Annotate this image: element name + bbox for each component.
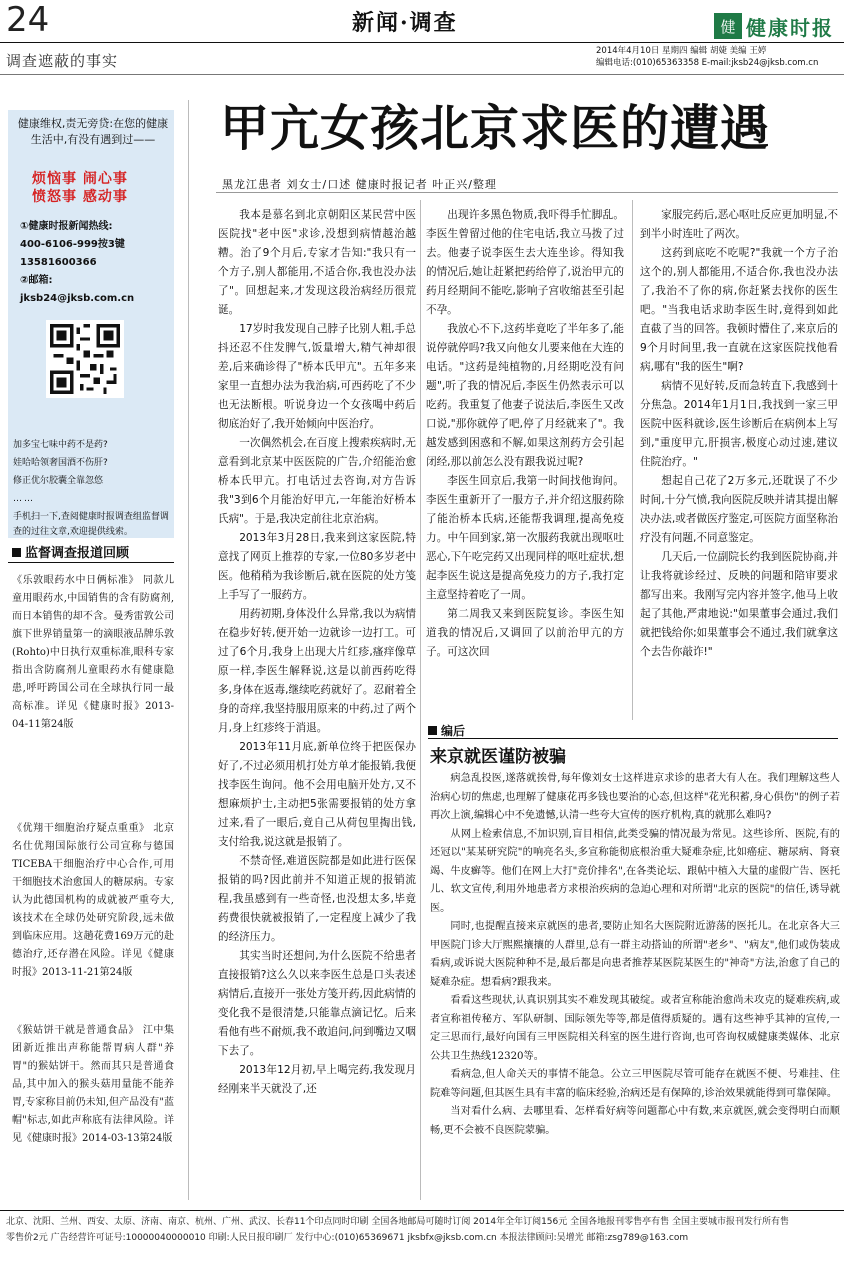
- header-rule: [0, 42, 844, 43]
- qr-tip: 手机扫一下,查阅健康时报调查组监督调查的过往文章,欢迎提供线索。: [13, 512, 169, 537]
- paragraph: 同时,也提醒直接来京就医的患者,要防止知名大医院附近游荡的医托儿。在北京各大三甲医院门诊大厅熙熙攘攘的人群里,总有一群主动搭讪的所谓"老乡"、"病友",他们或伪装成看病,或诉说大医院种种不是,最后都是向患者推荐某医院某医生的"神奇"方法,治愈了自己的疑难杂症。想看病?跟我来。: [430, 921, 840, 988]
- article-headline: 甲亢女孩北京求医的遭遇: [220, 99, 771, 157]
- keywords-line-1: 烦恼事 闹心事: [32, 171, 128, 187]
- dateline: [596, 45, 838, 69]
- article-column-2: [426, 206, 624, 716]
- review-item: 《猴姑饼干就是普通食品》 江中集团新近推出声称能帮胃病人群"养胃"的猴姑饼干。然而其只是普通食品,其中加入的猴头菇用量能不能养胃,专家称目前仍未知,但产品没有"蓝帽"标志,如此声称底有法律风险。详见《健康时报》2014-03-13第24版: [12, 1025, 174, 1144]
- keywords-line-2: 愤怒事 感动事: [32, 189, 128, 205]
- paragraph: 当对看什么病、去哪里看、怎样看好病等问题都心中有数,来京就医,就会变得明白而顺畅,更不会被不良医院蒙骗。: [430, 1106, 840, 1136]
- paragraph: 用药初期,身体没什么异常,我以为病情在稳步好转,便开始一边就诊一边打工。可过了6个月,我身上出现大片红疹,瘙痒像草原一样,李医生解释说,这是以前西药吃得多,身体在返毒,继续吃药就好了。忍耐着全身的奇痒,我坚持服用原来的中药,过了两个月,身上红疹终于消退。: [218, 608, 416, 734]
- logo-name: 健康时报: [746, 15, 834, 40]
- hotline-box: [8, 110, 174, 538]
- review-item: 《优翔干细胞治疗疑点重重》 北京名仕优翔国际旅行公司宣称与德国TICEBA干细胞治疗中心合作,可用干细胞技术治愈国人的糖尿病。专家认为此德国机构的成就被严重夸大,该技术在全球仍处研究阶段,远未做到临床应用。这趟花费169万元的赴德治疗,还存潜在风险。详见《健康时报》2013-11-21第24版: [12, 823, 174, 978]
- related-stories: [13, 436, 169, 540]
- paragraph: 2013年11月底,新单位终于把医保办好了,不过必须用机打处方单才能报销,我便找李医生询问。他不会用电脑开处方,又不想麻烦护士,主动把5张需要报销的处方拿过来,看了一眼后,竟自己从荷包里掏出钱,支付给我,说这就是报销了。: [218, 741, 416, 848]
- paragraph: 从网上检索信息,不加识别,盲目相信,此类受骗的情况最为常见。这些诊所、医院,有的还冠以"某某研究院"的响亮名头,多宣称能彻底根治重大疑难杂症,比如癌症、糖尿病、肾衰竭、牛皮癣等。他们在网上大打"竞价排名",在各类论坛、跟帖中植入大量的虚假广告、医托儿、软文宣传,利用外地患者方求根治疾病的急迫心理和对所谓"北京的医院"的信任,诱导就医。: [430, 828, 840, 914]
- email-label: ②邮箱:: [20, 275, 53, 286]
- paragraph: 17岁时我发现自己脖子比别人粗,手总抖还忍不住发脾气,饭量增大,精气神却很差,后来确诊得了"桥本氏甲亢"。五年多来家里一直想办法为我治病,可西药吃了不少也无法断根。听说身边一个女孩喝中药后彻底治好了,我开始倾向中医治疗。: [218, 323, 416, 430]
- date-editor-line: 2014年4月10日 星期四 编辑 胡婕 美编 王婷: [596, 46, 767, 56]
- hotline-intro: 健康维权,责无旁贷:在您的健康生活中,有没有遇到过——: [17, 117, 169, 146]
- header-rule-2: [0, 74, 844, 75]
- article-column-3: [640, 206, 838, 716]
- email-address[interactable]: jksb24@jksb.com.cn: [20, 293, 135, 304]
- column-divider: [188, 100, 189, 1200]
- paragraph: 看看这些现状,认真识别其实不难发现其破绽。或者宣称能治愈尚未攻克的疑难疾病,或者宣称祖传秘方、军队研制、国际领先等等,都是值得质疑的。遇有这些神乎其神的宣传,一定三思而行,最好向国有三甲医院相关科室的医生进行咨询,也可咨询权威健康类媒体、北京公共卫生热线12320等。: [430, 995, 840, 1062]
- masthead-logo: [714, 12, 834, 40]
- logo-mark-icon: 健: [714, 13, 742, 39]
- byline-rule: [216, 192, 838, 193]
- editor-note-rule: [428, 738, 838, 739]
- paragraph: 病急乱投医,遂落就挨骨,每年像刘女士这样进京求诊的患者大有人在。我们理解这些人治病心切的焦虑,也理解了健康花再多钱也要治的心态,但这样"花光积蓄,身心俱伤"的例子若再次上演,编辑心中不免遗憾,认清一些夸大宣传的医疗机构,真的就那么难吗?: [430, 773, 840, 821]
- section-title: 新闻·调查: [352, 10, 458, 36]
- review-item: 《乐敦眼药水中日俩标准》 同款儿童用眼药水,中国销售的含有防腐剂,而日本销售的却不含。曼秀雷敦公司旗下世界销量第一的滴眼液品牌乐敦(Rohto)中日执行双重标准,眼科专家指出含防腐剂儿童眼药水有健康隐患,呼吁跨国公司在全球执行同一最高标准。详见《健康时报》2013-04-11第24版: [12, 575, 174, 730]
- editor-note-label: 编后: [428, 722, 465, 739]
- footer: [6, 1214, 842, 1246]
- paragraph: 家服完药后,恶心呕吐反应更加明显,不到半小时连吐了两次。: [640, 209, 838, 240]
- article-column-1: [218, 206, 416, 1206]
- paragraph: 看病急,但人命关天的事情不能急。公立三甲医院尽管可能存在就医不便、号难挂、住院难等问题,但其医生具有丰富的临床经验,治病还是有保障的,诊治效果就能得到可靠保障。: [430, 1069, 840, 1099]
- paragraph: 出现许多黑色物质,我吓得手忙脚乱。李医生曾留过他的住宅电话,我立马拨了过去。他妻子说李医生去大连坐诊。得知我的情况后,她让赶紧把药给停了,说治甲亢的药月经期间不能吃,影响子宫收缩甚至引起不孕。: [426, 209, 624, 316]
- contact-line: 编辑电话:(010)65363358 E-mail:jksb24@jksb.com.cn: [596, 58, 819, 68]
- paragraph: 想起自己花了2万多元,还耽误了不少时间,十分气愤,我向医院反映并请其提出解决办法,或者做医疗鉴定,可医院方面坚称治疗没有问题,不同意鉴定。: [640, 475, 838, 544]
- qr-code-icon[interactable]: [46, 320, 124, 398]
- ellipsis: ……: [13, 494, 35, 504]
- paragraph: 2013年12月初,早上喝完药,我发现月经刚来半天就没了,还: [218, 1064, 416, 1095]
- hotline-number-2: 13581600366: [20, 257, 97, 268]
- paragraph: 几天后,一位副院长约我到医院协商,并让我将就诊经过、反映的问题和陪审要求都写出来。我刚写完内容并签字,他马上收起了其他,严肃地说:"如果董事会通过,我们就把钱给你;如果董事会不通过,我们就拿这个去告你敲诈!": [640, 551, 838, 658]
- article-byline: 黑龙江患者 刘女士/口述 健康时报记者 叶正兴/整理: [222, 178, 497, 191]
- paragraph: 第二周我又来到医院复诊。李医生知道我的情况后,又调回了以前治甲亢的方子。可这次回: [426, 608, 624, 658]
- paragraph: 其实当时还想问,为什么医院不给患者直接报销?这么久以来李医生总是口头表述病情后,直接开一张处方笺开药,因此病情的变化我不是很清楚,只能靠点滴记忆。后来看他有些不耐烦,我不敢追问,问到嘴边又咽下去了。: [218, 950, 416, 1057]
- footer-line-1: 北京、沈阳、兰州、西安、太原、济南、南京、杭州、广州、武汉、长春11个印点同时印刷 全国各地邮局可随时订阅 2014年全年订阅156元 全国各地报刊零售亭有售 全国主要城市报刊发行所有售: [6, 1217, 789, 1227]
- editor-note-body: [430, 770, 840, 1200]
- paragraph: 病情不见好转,反而急转直下,我感到十分焦急。2014年1月1日,我找到一家三甲医院中医科就诊,医生诊断后在病例本上写到,"重度甲亢,肝损害,极度心动过速,建议住院治疗。": [640, 380, 838, 468]
- paragraph: 2013年3月28日,我来到这家医院,特意找了网页上推荐的专家,一位80多岁老中医。他稍稍为我诊断后,就在医院的处方笺上手写了一服药方。: [218, 532, 416, 601]
- paragraph: 这药到底吃不吃呢?"我就一个方子治这个的,别人都能用,不适合你,我也没办法了,我治不了你的病,你赶紧去找你的医生吧。"当我电话求助李医生时,竟得到如此直截了当的回答。我顿时懵住了,来京后的9个月时间里,我一直就在这家医院找他看病,哪有"我的医生"啊?: [640, 247, 838, 373]
- square-bullet-icon: [12, 548, 21, 557]
- hotline-label: ①健康时报新闻热线:: [20, 221, 113, 232]
- page-number: 24: [6, 0, 50, 40]
- editor-note-title: 来京就医谨防被骗: [430, 747, 566, 767]
- review-rule: [8, 562, 174, 563]
- footer-rule: [0, 1210, 844, 1211]
- column-divider: [420, 200, 421, 1200]
- square-bullet-icon: [428, 726, 437, 735]
- paragraph: 一次偶然机会,在百度上搜索疾病时,无意看到北京某中医医院的广告,介绍能治愈桥本氏甲亢。打电话过去咨询,对方告诉我"3到6个月能治好甲亢,一年能治好桥本氏病"。于是,我决定前往北京治病。: [218, 437, 416, 525]
- review-heading: 监督调查报道回顾: [12, 542, 129, 561]
- paragraph: 我本是慕名到北京朝阳区某民营中医医院找"老中医"求诊,没想到病情越治越糟。治了9个月后,专家才告知:"我只有一个方子,别人都能用,不适合你,我也没办法了"。回想起来,才发现这段治病经历很荒诞。: [218, 209, 416, 316]
- column-divider: [632, 200, 633, 720]
- paragraph: 李医生回京后,我第一时间找他询问。李医生重新开了一服方子,并介绍这服药除了能治桥本氏病,还能帮我调理,提高免疫力。中午回到家,第一次服药我就出现呕吐恶心,下午吃完药又出现同样的呕吐症状,想起李医生说这是提高免疫力的方子,我打定主意坚持着吃了一周。: [426, 475, 624, 601]
- related-story: 加多宝七味中药不是药?: [13, 440, 108, 450]
- paragraph: 不禁奇怪,难道医院都是如此进行医保报销的吗?因此前并不知道正规的报销流程,我虽感到有一些奇怪,也没想太多,毕竟药费很快就被报销了,一定程度上减少了我的经济压力。: [218, 855, 416, 943]
- subsection-title: 调查遮蔽的事实: [6, 52, 119, 70]
- hotline-contact: [20, 218, 170, 308]
- related-story: 修正优尔胶囊全靠忽悠: [13, 476, 104, 486]
- footer-line-2: 零售价2元 广告经营许可证号:10000040000010 印刷:人民日报印刷厂 发行中心:(010)65369671 jksbfx@jksb.com.cn 本报法律顾问:吴增光 邮箱:zsg789@163.com: [6, 1233, 689, 1243]
- hotline-number-1: 400-6106-999按3键: [20, 239, 125, 250]
- paragraph: 我放心不下,这药毕竟吃了半年多了,能说停就停吗?我又向他女儿要来他在大连的电话。"这药是纯植物的,月经期吃没有问题",听了我的情况后,李医生仍然表示可以吃药。我重复了他妻子说法后,李医生又改口说,"那你就停了吧,停了月经就来了"。我越发感到困惑和不解,如果这剂药方会引起闭经,那以前怎么没有跟我说过呢?: [426, 323, 624, 468]
- hotline-keywords: [32, 170, 172, 206]
- related-story: 娃哈哈领奢国酒不伤肝?: [13, 458, 108, 468]
